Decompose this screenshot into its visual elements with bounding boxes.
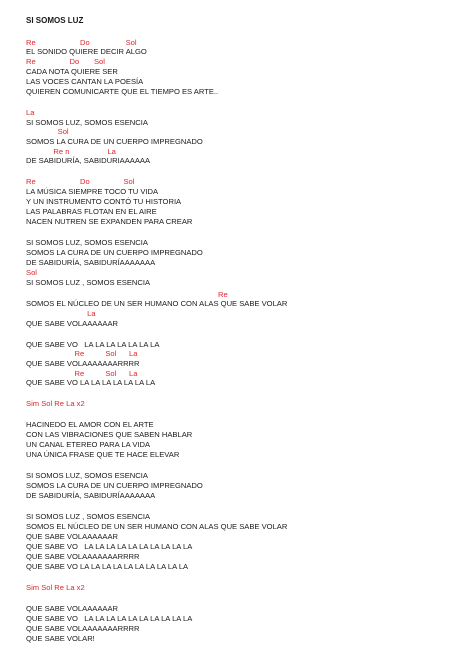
lyric-line: DE SABIDURÍA, SABIDURIAAAAAA [26, 156, 151, 165]
chord-line: Sim Sol Re La x2 [26, 399, 85, 408]
lyric-line: QUE SABE VO LA LA LA LA LA LA LA [26, 378, 156, 387]
lyric-line: LAS PALABRAS FLOTAN EN EL AIRE [26, 207, 157, 216]
chord-line: Re Do Sol [26, 177, 135, 186]
lyric-line: CON LAS VIBRACIONES QUE SABEN HABLAR [26, 430, 193, 439]
lyric-line: CADA NOTA QUIERE SER [26, 67, 118, 76]
lyric-line: QUE SABE VO LA LA LA LA LA LA LA LA LA LA [26, 614, 193, 623]
chord-line: Sol [26, 268, 37, 277]
lyric-line: QUE SABE VO LA LA LA LA LA LA LA LA LA LA [26, 542, 193, 551]
chord-line: Re Sol La [26, 349, 138, 358]
chord-line: Re [26, 290, 228, 299]
lyric-line: QUE SABE VOLAAAAAAARRRR [26, 624, 140, 633]
song-title: SI SOMOS LUZ [26, 16, 84, 25]
lyric-line: SI SOMOS LUZ, SOMOS ESENCIA [26, 238, 148, 247]
lyric-line: SOMOS EL NÚCLEO DE UN SER HUMANO CON ALAS QUE SABE VOLAR [26, 299, 288, 308]
chord-line: Re Do Sol [26, 38, 137, 47]
lyric-line: QUE SABE VO LA LA LA LA LA LA LA LA LA LA [26, 562, 189, 571]
lyric-line: DE SABIDURÍA, SABIDURÍAAAAAAA [26, 491, 156, 500]
lyric-line: QUE SABE VOLAAAAAAARRRR [26, 359, 140, 368]
chord-line: La [26, 309, 96, 318]
lyric-line: QUE SABE VO LA LA LA LA LA LA LA [26, 340, 160, 349]
lyric-line: SOMOS LA CURA DE UN CUERPO IMPREGNADO [26, 481, 203, 490]
chord-line: Re n La [26, 147, 116, 156]
lyric-line: DE SABIDURÍA, SABIDURÍAAAAAAA [26, 258, 156, 267]
lyric-line: QUE SABE VOLAR! [26, 634, 95, 643]
lyric-line: QUE SABE VOLAAAAAAR [26, 532, 119, 541]
lyric-line: LAS VOCES CANTAN LA POESÍA [26, 77, 144, 86]
lyric-line: SI SOMOS LUZ, SOMOS ESENCIA [26, 118, 148, 127]
lyric-line: QUE SABE VOLAAAAAAARRRR [26, 552, 140, 561]
lyric-line: EL SONIDO QUIERE DECIR ALGO [26, 47, 147, 56]
lyric-line: NACEN NUTREN SE EXPANDEN PARA CREAR [26, 217, 193, 226]
chord-line: Sim Sol Re La x2 [26, 583, 85, 592]
lyric-line: HACINEDO EL AMOR CON EL ARTE [26, 420, 154, 429]
lyric-line: SI SOMOS LUZ , SOMOS ESENCIA [26, 278, 151, 287]
lyric-line: QUE SABE VOLAAAAAAR [26, 319, 119, 328]
lyric-line: SOMOS LA CURA DE UN CUERPO IMPREGNADO [26, 137, 203, 146]
lyric-line: SI SOMOS LUZ , SOMOS ESENCIA [26, 512, 151, 521]
chord-line: La [26, 108, 35, 117]
lyric-line: QUIEREN COMUNICARTE QUE EL TIEMPO ES ARTE.. [26, 87, 219, 96]
lyric-line: SI SOMOS LUZ, SOMOS ESENCIA [26, 471, 148, 480]
lyric-line: LA MÚSICA SIEMPRE TOCO TU VIDA [26, 187, 159, 196]
lyric-line: SOMOS EL NÚCLEO DE UN SER HUMANO CON ALAS QUE SABE VOLAR [26, 522, 288, 531]
lyric-line: SOMOS LA CURA DE UN CUERPO IMPREGNADO [26, 248, 203, 257]
lyric-line: Y UN INSTRUMENTO CONTÓ TU HISTORIA [26, 197, 182, 206]
lyric-line: QUE SABE VOLAAAAAAR [26, 604, 119, 613]
lyric-line: UNA ÚNICA FRASE QUE TE HACE ELEVAR [26, 450, 180, 459]
lyric-line: UN CANAL ETEREO PARA LA VIDA [26, 440, 151, 449]
chord-line: Re Do Sol [26, 57, 105, 66]
chord-line: Sol [26, 127, 69, 136]
chord-line: Re Sol La [26, 369, 138, 378]
